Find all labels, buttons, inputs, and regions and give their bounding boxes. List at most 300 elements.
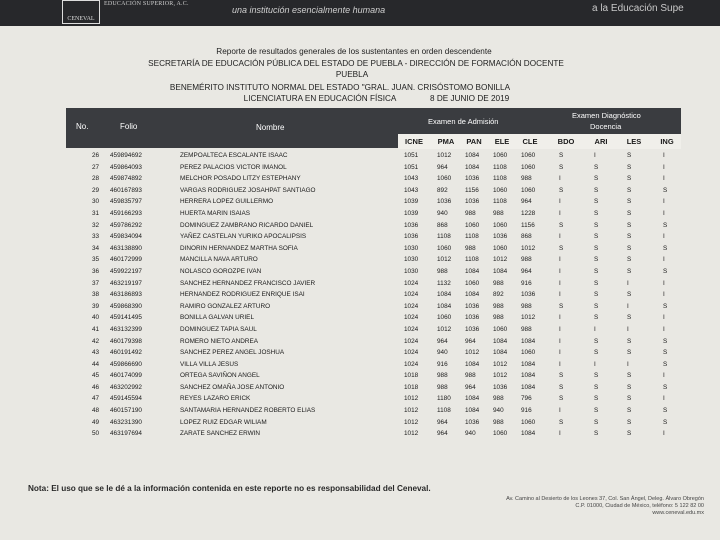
row-ing: S	[663, 244, 668, 252]
row-cle: 1084	[521, 430, 536, 438]
row-bdo: I	[559, 267, 561, 275]
table-row	[66, 405, 681, 417]
row-cle: 1060	[521, 186, 536, 194]
row-ele: 1012	[493, 360, 508, 368]
row-name: HUERTA MARIN ISAIAS	[180, 209, 251, 217]
row-les: S	[627, 291, 632, 299]
row-folio: 459166293	[110, 209, 142, 217]
row-cle: 988	[521, 175, 532, 183]
col-nombre: Nombre	[256, 123, 285, 132]
row-ele: 1036	[493, 383, 508, 391]
table-row	[66, 173, 681, 185]
row-ari: I	[594, 325, 596, 333]
row-cle: 916	[521, 279, 532, 287]
row-folio: 459874892	[110, 175, 142, 183]
row-ele: 988	[493, 395, 504, 403]
table-row	[66, 289, 681, 301]
row-folio: 459141495	[110, 314, 142, 322]
row-number: 27	[92, 163, 100, 171]
sub-icne: ICNE	[405, 137, 423, 146]
row-bdo: S	[559, 302, 564, 310]
table-row	[66, 254, 681, 266]
report-title: Reporte de resultados generales de los sustentantes en orden descendente	[216, 47, 492, 56]
row-folio: 463202992	[110, 383, 142, 391]
row-bdo: I	[559, 349, 561, 357]
footer-note: Nota: El uso que se le dé a la información contenida en este reporte no es responsabilidad del Ceneval.	[28, 484, 431, 493]
row-icne: 1012	[404, 418, 419, 426]
table-row	[66, 312, 681, 324]
row-name: DINORIN HERNANDEZ MARTHA SOFIA	[180, 244, 298, 252]
row-icne: 1036	[404, 221, 419, 229]
row-pma: 868	[437, 221, 448, 229]
row-name: SANCHEZ HERNANDEZ FRANCISCO JAVIER	[180, 279, 316, 287]
row-cle: 916	[521, 407, 532, 415]
row-name: ORTEGA SAVIÑON ANGEL	[180, 372, 260, 380]
row-folio: 459894692	[110, 152, 142, 159]
row-ele: 988	[493, 279, 504, 287]
row-ari: S	[594, 349, 599, 357]
row-ari: S	[594, 291, 599, 299]
row-ari: S	[594, 209, 599, 217]
row-bdo: S	[559, 244, 564, 252]
row-cle: 964	[521, 267, 532, 275]
row-les: I	[627, 360, 629, 368]
row-pan: 1084	[465, 163, 480, 171]
row-ing: S	[663, 418, 668, 426]
row-ele: 1060	[493, 244, 508, 252]
row-icne: 1051	[404, 152, 419, 159]
row-ari: S	[594, 407, 599, 415]
table-row	[66, 324, 681, 336]
row-ing: I	[663, 325, 665, 333]
row-icne: 1024	[404, 337, 419, 345]
table-row	[66, 382, 681, 394]
group-docencia: Docencia	[590, 122, 622, 131]
row-number: 44	[92, 360, 100, 368]
row-bdo: S	[559, 163, 564, 171]
row-number: 36	[92, 267, 100, 275]
row-number: 30	[92, 198, 100, 206]
row-cle: 1060	[521, 349, 536, 357]
results-table-body	[66, 150, 681, 440]
row-folio: 459835797	[110, 198, 142, 206]
row-pan: 1156	[465, 186, 479, 194]
row-pan: 1084	[465, 267, 480, 275]
table-row	[66, 359, 681, 371]
row-ari: S	[594, 418, 599, 426]
row-pma: 988	[437, 372, 448, 380]
row-icne: 1039	[404, 198, 419, 206]
row-ele: 988	[493, 418, 504, 426]
row-bdo: I	[559, 291, 561, 299]
row-les: S	[627, 221, 632, 229]
row-folio: 460191492	[110, 349, 142, 357]
row-pan: 964	[465, 383, 476, 391]
row-ing: I	[663, 291, 665, 299]
row-les: S	[627, 314, 632, 322]
row-pma: 964	[437, 163, 448, 171]
table-row	[66, 185, 681, 197]
row-ing: S	[663, 221, 668, 229]
row-pma: 1012	[437, 256, 452, 264]
row-ele: 1012	[493, 372, 508, 380]
row-number: 46	[92, 383, 100, 391]
row-pma: 940	[437, 209, 448, 217]
row-pan: 1084	[465, 407, 480, 415]
row-ing: I	[663, 175, 665, 183]
row-pma: 940	[437, 349, 448, 357]
row-number: 48	[92, 407, 100, 415]
row-ele: 1060	[493, 430, 508, 438]
row-number: 50	[92, 430, 100, 438]
row-cle: 1036	[521, 291, 536, 299]
col-folio: Folio	[120, 122, 138, 131]
table-row	[66, 336, 681, 348]
row-name: SANTAMARIA HERNANDEZ ROBERTO ELIAS	[180, 407, 316, 415]
row-ing: S	[663, 267, 668, 275]
row-les: S	[627, 349, 632, 357]
row-les: S	[627, 175, 632, 183]
row-ing: I	[663, 198, 665, 206]
row-bdo: I	[559, 256, 561, 264]
row-pma: 1012	[437, 152, 452, 159]
row-pan: 1036	[465, 175, 480, 183]
row-ing: I	[663, 256, 665, 264]
table-row	[66, 231, 681, 243]
row-pma: 1012	[437, 325, 452, 333]
table-row	[66, 208, 681, 220]
row-bdo: I	[559, 314, 561, 322]
row-ing: S	[663, 349, 668, 357]
table-row	[66, 370, 681, 382]
row-ele: 1108	[493, 175, 507, 183]
row-ari: S	[594, 233, 599, 241]
row-number: 49	[92, 418, 100, 426]
row-ing: S	[663, 302, 668, 310]
row-bdo: I	[559, 198, 561, 206]
row-bdo: I	[559, 337, 561, 345]
row-cle: 1084	[521, 360, 536, 368]
row-ari: S	[594, 198, 599, 206]
row-pan: 1084	[465, 291, 480, 299]
row-cle: 1084	[521, 383, 536, 391]
report-date: 8 DE JUNIO DE 2019	[430, 94, 510, 103]
row-ari: S	[594, 267, 599, 275]
row-ari: S	[594, 337, 599, 345]
row-ele: 1108	[493, 163, 507, 171]
row-ing: I	[663, 314, 665, 322]
row-ele: 1060	[493, 186, 508, 194]
row-cle: 1012	[521, 314, 536, 322]
row-number: 26	[92, 152, 100, 159]
table-row	[66, 428, 681, 440]
row-number: 39	[92, 302, 100, 310]
report-state: PUEBLA	[335, 70, 369, 79]
row-pan: 1036	[465, 325, 480, 333]
row-cle: 988	[521, 302, 532, 310]
row-pma: 964	[437, 418, 448, 426]
row-folio: 459864093	[110, 163, 142, 171]
row-ari: S	[594, 279, 599, 287]
row-ing: I	[663, 430, 665, 438]
row-name: LOPEZ RUIZ EDGAR WILIAM	[180, 418, 267, 426]
address-website: www.ceneval.edu.mx	[652, 510, 704, 516]
row-ele: 1060	[493, 325, 508, 333]
sub-ing: ING	[660, 137, 674, 146]
table-row	[66, 150, 681, 162]
row-les: S	[627, 198, 632, 206]
row-ele: 988	[493, 314, 504, 322]
row-ele: 1060	[493, 152, 508, 159]
row-les: S	[627, 337, 632, 345]
row-folio: 459866690	[110, 360, 142, 368]
row-ele: 1012	[493, 256, 508, 264]
row-bdo: I	[559, 407, 561, 415]
row-ari: S	[594, 256, 599, 264]
row-icne: 1030	[404, 256, 419, 264]
row-cle: 868	[521, 233, 532, 241]
row-les: S	[627, 233, 632, 241]
row-ele: 1036	[493, 233, 508, 241]
row-pan: 988	[465, 372, 476, 380]
address-line-1: Av. Camino al Desierto de los Leones 37, Col. San Ángel, Deleg. Álvaro Obregón	[506, 496, 704, 502]
row-ari: S	[594, 430, 599, 438]
row-bdo: I	[559, 209, 561, 217]
row-cle: 1156	[521, 221, 535, 229]
row-folio: 463186893	[110, 291, 142, 299]
row-name: ROMERO NIETO ANDREA	[180, 337, 259, 345]
header-banner	[0, 0, 720, 26]
row-pma: 1108	[437, 407, 451, 415]
row-icne: 1012	[404, 430, 419, 438]
row-pan: 940	[465, 430, 476, 438]
row-cle: 1060	[521, 418, 536, 426]
row-pan: 1060	[465, 279, 480, 287]
row-icne: 1051	[404, 163, 419, 171]
row-les: S	[627, 256, 632, 264]
row-pan: 1108	[465, 233, 479, 241]
row-name: SANCHEZ OMAÑA JOSE ANTONIO	[180, 383, 285, 391]
row-folio: 463132399	[110, 325, 142, 333]
row-pan: 1012	[465, 349, 480, 357]
row-ing: S	[663, 360, 668, 368]
group-diagnostico: Examen Diagnóstico	[572, 111, 641, 120]
row-number: 42	[92, 337, 100, 345]
row-icne: 1024	[404, 291, 419, 299]
row-number: 37	[92, 279, 100, 287]
row-ari: S	[594, 186, 599, 194]
row-name: RAMIRO GONZALEZ ARTURO	[180, 302, 271, 310]
row-les: S	[627, 163, 632, 171]
row-cle: 964	[521, 198, 532, 206]
row-name: MANCILLA NAVA ARTURO	[180, 256, 258, 264]
row-les: S	[627, 418, 632, 426]
row-ele: 1084	[493, 337, 508, 345]
row-pan: 988	[465, 209, 476, 217]
row-ele: 892	[493, 291, 504, 299]
row-number: 38	[92, 291, 100, 299]
table-row	[66, 347, 681, 359]
row-pma: 1036	[437, 198, 452, 206]
row-icne: 1012	[404, 407, 419, 415]
row-bdo: S	[559, 418, 564, 426]
row-pma: 916	[437, 360, 448, 368]
row-pan: 1036	[465, 418, 480, 426]
row-name: YAÑEZ CASTELAN YURIKO APOCALIPSIS	[180, 233, 307, 241]
row-icne: 1018	[404, 372, 419, 380]
row-number: 45	[92, 372, 100, 380]
row-folio: 460172999	[110, 256, 142, 264]
row-icne: 1030	[404, 244, 419, 252]
table-row	[66, 266, 681, 278]
group-admision: Examen de Admisión	[428, 117, 499, 126]
row-cle: 1228	[521, 209, 536, 217]
row-name: REYES LAZARO ERICK	[180, 395, 251, 403]
row-number: 40	[92, 314, 100, 322]
row-pan: 1060	[465, 221, 480, 229]
table-row	[66, 301, 681, 313]
row-les: S	[627, 152, 632, 159]
row-bdo: S	[559, 152, 564, 159]
row-ari: S	[594, 314, 599, 322]
row-cle: 1060	[521, 152, 536, 159]
row-pma: 1108	[437, 233, 451, 241]
row-pan: 1036	[465, 198, 480, 206]
table-row	[66, 417, 681, 429]
row-icne: 1043	[404, 175, 419, 183]
row-ari: S	[594, 244, 599, 252]
row-icne: 1024	[404, 360, 419, 368]
report-institution: BENEMÉRITO INSTITUTO NORMAL DEL ESTADO "GRAL. JUAN. CRISÓSTOMO BONILLA	[169, 83, 511, 92]
row-pan: 1084	[465, 152, 480, 159]
row-cle: 1060	[521, 163, 536, 171]
row-ing: S	[663, 407, 668, 415]
row-ari: S	[594, 221, 599, 229]
table-row	[66, 393, 681, 405]
sub-pma: PMA	[437, 137, 455, 146]
row-pan: 1084	[465, 360, 480, 368]
row-bdo: S	[559, 221, 564, 229]
row-les: S	[627, 430, 632, 438]
row-pma: 892	[437, 186, 448, 194]
banner-right-text: a la Educación Supe	[592, 3, 684, 14]
row-ing: S	[663, 186, 668, 194]
row-folio: 460179398	[110, 337, 142, 345]
row-icne: 1018	[404, 383, 419, 391]
row-bdo: S	[559, 372, 564, 380]
report-secretaria: SECRETARÍA DE EDUCACIÓN PÚBLICA DEL ESTADO DE PUEBLA - DIRECCIÓN DE FORMACIÓN DOCENTE	[148, 59, 564, 68]
subheader-bar	[398, 134, 681, 149]
row-bdo: S	[559, 383, 564, 391]
row-ing: I	[663, 152, 665, 159]
row-number: 34	[92, 244, 100, 252]
row-ari: S	[594, 395, 599, 403]
row-ari: S	[594, 372, 599, 380]
row-pma: 1180	[437, 395, 451, 403]
row-les: S	[627, 407, 632, 415]
row-ele: 940	[493, 407, 504, 415]
row-pan: 1036	[465, 314, 480, 322]
address-line-2: C.P. 01000, Ciudad de México, teléfono: 5 122 82 00	[575, 503, 704, 509]
row-icne: 1012	[404, 395, 419, 403]
row-ele: 1084	[493, 267, 508, 275]
row-ing: I	[663, 372, 665, 380]
row-bdo: I	[559, 233, 561, 241]
row-ing: S	[663, 383, 668, 391]
row-pan: 1036	[465, 302, 480, 310]
row-les: S	[627, 244, 632, 252]
row-folio: 463219197	[110, 279, 142, 287]
row-ing: I	[663, 279, 665, 287]
row-bdo: I	[559, 175, 561, 183]
row-cle: 796	[521, 395, 532, 403]
table-row	[66, 196, 681, 208]
row-pan: 988	[465, 244, 476, 252]
row-ele: 988	[493, 302, 504, 310]
table-row	[66, 162, 681, 174]
row-folio: 460157190	[110, 407, 142, 415]
sub-cle: CLE	[522, 137, 538, 146]
row-les: S	[627, 383, 632, 391]
row-bdo: S	[559, 395, 564, 403]
row-les: S	[627, 372, 632, 380]
row-les: I	[627, 302, 629, 310]
row-folio: 463197694	[110, 430, 142, 438]
row-ari: S	[594, 175, 599, 183]
row-les: S	[627, 267, 632, 275]
row-folio: 459922197	[110, 267, 142, 275]
row-pma: 1084	[437, 291, 452, 299]
row-cle: 1012	[521, 244, 536, 252]
row-ari: S	[594, 302, 599, 310]
row-number: 41	[92, 325, 100, 333]
row-icne: 1039	[404, 209, 419, 217]
row-name: VARGAS RODRIGUEZ JOSAHPAT SANTIAGO	[180, 186, 316, 194]
row-name: VILLA VILLA JESUS	[180, 360, 239, 368]
row-ari: S	[594, 383, 599, 391]
row-folio: 459834094	[110, 233, 142, 241]
row-les: I	[627, 325, 629, 333]
row-number: 28	[92, 175, 100, 183]
row-name: SANCHEZ PEREZ ANGEL JOSHUA	[180, 349, 285, 357]
sub-pan: PAN	[466, 137, 482, 146]
row-ing: I	[663, 233, 665, 241]
row-pma: 1084	[437, 302, 452, 310]
row-folio: 459868390	[110, 302, 142, 310]
row-icne: 1024	[404, 279, 419, 287]
row-ing: I	[663, 395, 665, 403]
banner-slogan: una institución esencialmente humana	[232, 5, 386, 15]
row-ing: I	[663, 163, 665, 171]
row-name: DOMINGUEZ ZAMBRANO RICARDO DANIEL	[180, 221, 314, 229]
col-no: No.	[76, 122, 89, 131]
row-name: BONILLA GALVAN URIEL	[180, 314, 254, 322]
row-ing: I	[663, 209, 665, 217]
report-program: LICENCIATURA EN EDUCACIÓN FÍSICA	[243, 94, 397, 103]
row-bdo: S	[559, 186, 564, 194]
row-number: 33	[92, 233, 100, 241]
row-pan: 1108	[465, 256, 479, 264]
row-name: PEREZ PALACIOS VICTOR IMANOL	[180, 163, 287, 171]
row-cle: 1084	[521, 372, 536, 380]
row-pma: 964	[437, 337, 448, 345]
sub-ele: ELE	[494, 137, 510, 146]
row-name: MELCHOR POSADO LITZY ESTEPHANY	[180, 175, 301, 183]
table-row	[66, 243, 681, 255]
sub-bdo: BDO	[557, 137, 575, 146]
row-number: 43	[92, 349, 100, 357]
row-name: ZARATE SANCHEZ ERWIN	[180, 430, 261, 438]
